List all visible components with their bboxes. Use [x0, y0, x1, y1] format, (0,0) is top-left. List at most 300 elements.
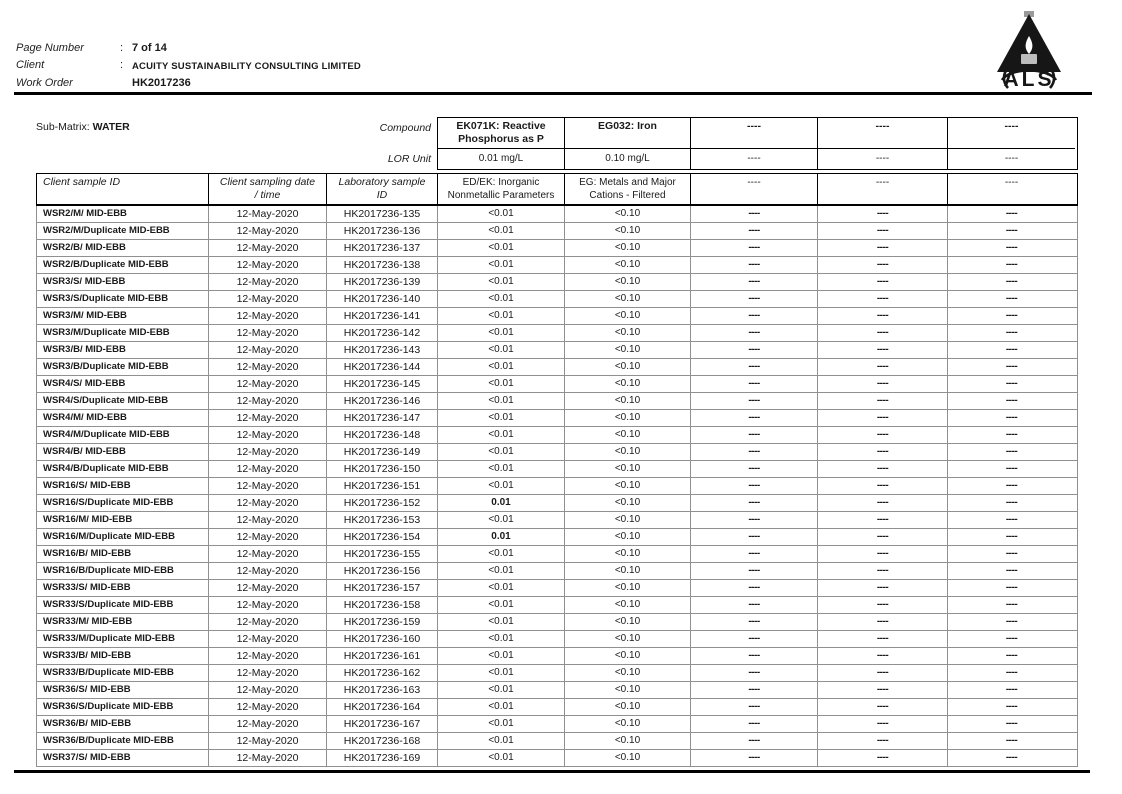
blank-value-cell: ---- — [691, 682, 818, 698]
blank-value-cell: ---- — [691, 580, 818, 596]
client-sample-id-cell: WSR16/M/Duplicate MID-EBB — [37, 529, 209, 545]
client-sample-id-cell: WSR3/S/Duplicate MID-EBB — [37, 291, 209, 307]
sampling-date-cell: 12-May-2020 — [209, 529, 327, 545]
phosphorus-value-cell: <0.01 — [438, 563, 565, 579]
client-sample-id-cell: WSR36/B/Duplicate MID-EBB — [37, 733, 209, 749]
sampling-date-cell: 12-May-2020 — [209, 495, 327, 511]
blank-value-cell: ---- — [818, 291, 948, 307]
lor-iron: 0.10 mg/L — [565, 149, 691, 169]
blank-value-cell: ---- — [691, 665, 818, 681]
blank-value-cell: ---- — [1005, 684, 1018, 695]
sampling-date-cell: 12-May-2020 — [209, 359, 327, 375]
blank-value-cell: ---- — [691, 597, 818, 613]
blank-value-cell: ---- — [818, 614, 948, 630]
phosphorus-value-cell: <0.01 — [438, 410, 565, 426]
iron-value-cell: <0.10 — [565, 308, 691, 324]
phosphorus-value-cell: 0.01 — [438, 529, 565, 545]
lab-sample-id-cell: HK2017236-155 — [327, 546, 438, 562]
lab-sample-id-cell: HK2017236-169 — [327, 750, 438, 766]
lab-sample-id-cell: HK2017236-148 — [327, 427, 438, 443]
table-row — [37, 665, 1077, 682]
compound-label: Compound — [379, 122, 431, 134]
lab-sample-id-cell: HK2017236-152 — [327, 495, 438, 511]
table-row — [37, 393, 1077, 410]
blank-value-cell: ---- — [691, 206, 818, 222]
client-sample-id-cell: WSR4/S/Duplicate MID-EBB — [37, 393, 209, 409]
blank-value-cell: ---- — [818, 495, 948, 511]
table-row — [37, 342, 1077, 359]
table-row — [37, 512, 1077, 529]
blank-value-cell: ---- — [818, 410, 948, 426]
lab-sample-id-cell: HK2017236-150 — [327, 461, 438, 477]
lab-sample-id-cell: HK2017236-136 — [327, 223, 438, 239]
phosphorus-value-cell: <0.01 — [438, 291, 565, 307]
sampling-date-header — [209, 174, 327, 204]
blank-value-cell: ---- — [818, 665, 948, 681]
blank-value-cell: ---- — [691, 648, 818, 664]
phosphorus-value-cell: <0.01 — [438, 240, 565, 256]
blank-value-cell: ---- — [818, 240, 948, 256]
client-sample-id-cell: WSR33/S/Duplicate MID-EBB — [37, 597, 209, 613]
client-sample-id-cell: WSR2/B/ MID-EBB — [37, 240, 209, 256]
blank-value-cell: ---- — [1005, 327, 1018, 338]
lab-sample-id-cell: HK2017236-141 — [327, 308, 438, 324]
blank-value-cell: ---- — [1005, 650, 1018, 661]
blank-value-cell: ---- — [818, 257, 948, 273]
iron-value-cell: <0.10 — [565, 716, 691, 732]
blank-value-cell: ---- — [818, 512, 948, 528]
blank-value-cell: ---- — [1005, 276, 1018, 287]
iron-value-cell: <0.10 — [565, 614, 691, 630]
lab-sample-id-cell: HK2017236-144 — [327, 359, 438, 375]
blank-value-cell: ---- — [818, 342, 948, 358]
blank-value-cell: ---- — [1005, 480, 1018, 491]
iron-value-cell: <0.10 — [565, 512, 691, 528]
sampling-date-cell: 12-May-2020 — [209, 376, 327, 392]
work-order-label: Work Order — [16, 77, 73, 89]
phosphorus-value-cell: <0.01 — [438, 308, 565, 324]
blank-value-cell: ---- — [818, 733, 948, 749]
table-row — [37, 291, 1077, 308]
sampling-date-cell: 12-May-2020 — [209, 223, 327, 239]
client-row — [16, 57, 361, 76]
client-sample-id-cell: WSR16/B/Duplicate MID-EBB — [37, 563, 209, 579]
client-sample-id-cell: WSR2/M/Duplicate MID-EBB — [37, 223, 209, 239]
phosphorus-value-cell: <0.01 — [438, 546, 565, 562]
blank-value-cell: ---- — [818, 750, 948, 766]
blank-value-cell: ---- — [818, 461, 948, 477]
table-row — [37, 223, 1077, 240]
sampling-date-cell: 12-May-2020 — [209, 750, 327, 766]
blank-value-cell: ---- — [818, 206, 948, 222]
blank-value-cell: ---- — [691, 427, 818, 443]
blank-value-cell: ---- — [691, 563, 818, 579]
method-group-iron: EG: Metals and Major Cations - Filtered — [565, 174, 691, 204]
table-row — [37, 716, 1077, 733]
lab-sample-id-cell: HK2017236-163 — [327, 682, 438, 698]
work-order-row — [16, 75, 361, 92]
table-row — [37, 614, 1077, 631]
blank-value-cell: ---- — [1005, 616, 1018, 627]
iron-value-cell: <0.10 — [565, 733, 691, 749]
blank-value-cell: ---- — [1005, 582, 1018, 593]
lab-sample-id-cell: HK2017236-167 — [327, 716, 438, 732]
client-sample-id-cell: WSR37/S/ MID-EBB — [37, 750, 209, 766]
lab-sample-id-cell: HK2017236-135 — [327, 206, 438, 222]
colon: : — [120, 58, 124, 71]
blank-value-cell: ---- — [1005, 310, 1018, 321]
lab-sample-id-cell: HK2017236-160 — [327, 631, 438, 647]
table-body — [36, 206, 1078, 767]
blank-value-cell: ---- — [1005, 412, 1018, 423]
client-sample-id-cell: WSR33/B/ MID-EBB — [37, 648, 209, 664]
table-row — [37, 631, 1077, 648]
blank-value-cell: ---- — [691, 478, 818, 494]
sub-matrix-label: Sub-Matrix: — [36, 121, 90, 133]
iron-value-cell: <0.10 — [565, 427, 691, 443]
lab-sample-id-cell: HK2017236-161 — [327, 648, 438, 664]
blank-value-cell: ---- — [691, 359, 818, 375]
client-sample-id-cell: WSR3/S/ MID-EBB — [37, 274, 209, 290]
table-row — [37, 682, 1077, 699]
table-row — [37, 461, 1077, 478]
table-row — [37, 444, 1077, 461]
column-header-iron: EG032: Iron — [565, 118, 691, 149]
lor-unit-row — [438, 149, 1077, 169]
iron-value-cell: <0.10 — [565, 240, 691, 256]
sampling-date-header-line1: Client sampling date — [219, 176, 316, 188]
client-sample-id-cell: WSR33/S/ MID-EBB — [37, 580, 209, 596]
iron-value-cell: <0.10 — [565, 597, 691, 613]
blank-value-cell: ---- — [818, 699, 948, 715]
lor-blank-1: ---- — [691, 149, 818, 169]
blank-value-cell: ---- — [1005, 361, 1018, 372]
method-header-band — [36, 173, 1078, 205]
blank-value-cell: ---- — [818, 563, 948, 579]
client-sample-id-header-line1: Client sample ID — [43, 176, 121, 188]
table-row — [37, 597, 1077, 614]
blank-value-cell: ---- — [691, 529, 818, 545]
client-sample-id-cell: WSR4/S/ MID-EBB — [37, 376, 209, 392]
blank-value-cell: ---- — [691, 274, 818, 290]
blank-value-cell: ---- — [1005, 429, 1018, 440]
method-group-blank-1: ---- — [691, 174, 818, 204]
lab-sample-id-cell: HK2017236-159 — [327, 614, 438, 630]
blank-value-cell: ---- — [691, 291, 818, 307]
method-group-blank-2: ---- — [818, 174, 948, 204]
iron-value-cell: <0.10 — [565, 359, 691, 375]
table-row — [37, 206, 1077, 223]
als-logo-graphic — [988, 10, 1070, 90]
lab-sample-id-cell: HK2017236-151 — [327, 478, 438, 494]
lab-sample-id-cell: HK2017236-142 — [327, 325, 438, 341]
phosphorus-value-cell: <0.01 — [438, 461, 565, 477]
blank-value-cell: ---- — [818, 716, 948, 732]
iron-value-cell: <0.10 — [565, 682, 691, 698]
lab-sample-id-cell: HK2017236-143 — [327, 342, 438, 358]
iron-value-cell: <0.10 — [565, 223, 691, 239]
lab-sample-id-cell: HK2017236-146 — [327, 393, 438, 409]
phosphorus-value-cell: <0.01 — [438, 648, 565, 664]
client-sample-id-cell: WSR4/M/Duplicate MID-EBB — [37, 427, 209, 443]
blank-value-cell: ---- — [691, 444, 818, 460]
sampling-date-cell: 12-May-2020 — [209, 682, 327, 698]
sampling-date-cell: 12-May-2020 — [209, 631, 327, 647]
blank-value-cell: ---- — [691, 240, 818, 256]
sampling-date-cell: 12-May-2020 — [209, 597, 327, 613]
colon: : — [120, 42, 124, 54]
client-sample-id-header — [37, 174, 209, 204]
blank-value-cell: ---- — [691, 631, 818, 647]
sampling-date-cell: 12-May-2020 — [209, 648, 327, 664]
lab-sample-id-cell: HK2017236-158 — [327, 597, 438, 613]
sampling-date-cell: 12-May-2020 — [209, 240, 327, 256]
phosphorus-value-cell: <0.01 — [438, 716, 565, 732]
blank-value-cell: ---- — [1005, 565, 1018, 576]
als-logo-text: ALS — [1003, 68, 1055, 90]
page-number-row — [16, 40, 361, 57]
phosphorus-value-cell: <0.01 — [438, 274, 565, 290]
lab-sample-id-header-line1: Laboratory sample — [338, 176, 426, 188]
sampling-date-cell: 12-May-2020 — [209, 410, 327, 426]
client-sample-id-cell: WSR4/M/ MID-EBB — [37, 410, 209, 426]
phosphorus-value-cell: <0.01 — [438, 580, 565, 596]
table-row — [37, 580, 1077, 597]
sampling-date-cell: 12-May-2020 — [209, 478, 327, 494]
blank-value-cell: ---- — [818, 376, 948, 392]
blank-value-cell: ---- — [1005, 293, 1018, 304]
blank-value-cell: ---- — [1005, 378, 1018, 389]
blank-value-cell: ---- — [1005, 344, 1018, 355]
blank-value-cell: ---- — [691, 614, 818, 630]
iron-value-cell: <0.10 — [565, 665, 691, 681]
compound-header-grid — [437, 117, 1078, 170]
phosphorus-value-cell: <0.01 — [438, 682, 565, 698]
table-row — [37, 308, 1077, 325]
blank-value-cell: ---- — [1005, 752, 1018, 763]
blank-value-cell: ---- — [691, 342, 818, 358]
table-row — [37, 325, 1077, 342]
iron-value-cell: <0.10 — [565, 257, 691, 273]
lab-sample-id-cell: HK2017236-147 — [327, 410, 438, 426]
blank-value-cell: ---- — [818, 274, 948, 290]
sampling-date-cell: 12-May-2020 — [209, 546, 327, 562]
sampling-date-cell: 12-May-2020 — [209, 257, 327, 273]
client-sample-id-cell: WSR16/B/ MID-EBB — [37, 546, 209, 562]
blank-value-cell: ---- — [691, 410, 818, 426]
lor-unit-label: LOR Unit — [387, 153, 431, 165]
table-row — [37, 257, 1077, 274]
client-sample-id-cell: WSR3/B/Duplicate MID-EBB — [37, 359, 209, 375]
blank-value-cell: ---- — [818, 546, 948, 562]
column-header-blank-1: ---- — [691, 118, 818, 149]
sampling-date-cell: 12-May-2020 — [209, 699, 327, 715]
sampling-date-cell: 12-May-2020 — [209, 665, 327, 681]
blank-value-cell: ---- — [1005, 463, 1018, 474]
iron-value-cell: <0.10 — [565, 699, 691, 715]
lab-sample-id-cell: HK2017236-153 — [327, 512, 438, 528]
sampling-date-cell: 12-May-2020 — [209, 291, 327, 307]
blank-value-cell: ---- — [1005, 701, 1018, 712]
blank-value-cell: ---- — [691, 223, 818, 239]
iron-value-cell: <0.10 — [565, 274, 691, 290]
table-row — [37, 733, 1077, 750]
client-sample-id-cell: WSR2/B/Duplicate MID-EBB — [37, 257, 209, 273]
lab-sample-id-header-line2: ID — [376, 189, 388, 201]
lab-sample-id-cell: HK2017236-149 — [327, 444, 438, 460]
blank-value-cell: ---- — [1005, 446, 1018, 457]
blank-value-cell: ---- — [1005, 667, 1018, 678]
blank-value-cell: ---- — [1005, 735, 1018, 746]
iron-value-cell: <0.10 — [565, 529, 691, 545]
client-label: Client — [16, 58, 45, 71]
blank-value-cell: ---- — [818, 444, 948, 460]
blank-value-cell: ---- — [691, 733, 818, 749]
lab-sample-id-cell: HK2017236-145 — [327, 376, 438, 392]
blank-value-cell: ---- — [691, 376, 818, 392]
table-row — [37, 240, 1077, 257]
sampling-date-cell: 12-May-2020 — [209, 427, 327, 443]
phosphorus-value-cell: <0.01 — [438, 325, 565, 341]
table-row — [37, 563, 1077, 580]
blank-value-cell: ---- — [691, 308, 818, 324]
lab-sample-id-cell: HK2017236-138 — [327, 257, 438, 273]
iron-value-cell: <0.10 — [565, 461, 691, 477]
document-header — [16, 40, 361, 92]
client-sample-id-cell: WSR4/B/Duplicate MID-EBB — [37, 461, 209, 477]
lab-sample-id-cell: HK2017236-168 — [327, 733, 438, 749]
blank-value-cell: ---- — [818, 478, 948, 494]
phosphorus-value-cell: <0.01 — [438, 597, 565, 613]
column-header-blank-3: ---- — [948, 118, 1075, 149]
lab-sample-id-header — [327, 174, 438, 204]
phosphorus-value-cell: <0.01 — [438, 393, 565, 409]
lor-blank-2: ---- — [818, 149, 948, 169]
client-sample-id-cell: WSR16/M/ MID-EBB — [37, 512, 209, 528]
client-sample-id-cell: WSR3/M/Duplicate MID-EBB — [37, 325, 209, 341]
phosphorus-value-cell: <0.01 — [438, 512, 565, 528]
lab-sample-id-cell: HK2017236-162 — [327, 665, 438, 681]
blank-value-cell: ---- — [1005, 531, 1018, 542]
blank-value-cell: ---- — [1005, 514, 1018, 525]
phosphorus-value-cell: <0.01 — [438, 257, 565, 273]
blank-value-cell: ---- — [691, 325, 818, 341]
phosphorus-value-cell: <0.01 — [438, 750, 565, 766]
blank-value-cell: ---- — [691, 512, 818, 528]
work-order-value: HK2017236 — [132, 77, 191, 89]
client-sample-id-cell: WSR36/S/ MID-EBB — [37, 682, 209, 698]
blank-value-cell: ---- — [1005, 718, 1018, 729]
iron-value-cell: <0.10 — [565, 478, 691, 494]
blank-value-cell: ---- — [691, 461, 818, 477]
iron-value-cell: <0.10 — [565, 206, 691, 222]
sampling-date-cell: 12-May-2020 — [209, 563, 327, 579]
table-row — [37, 546, 1077, 563]
table-row — [37, 274, 1077, 291]
blank-value-cell: ---- — [691, 495, 818, 511]
iron-value-cell: <0.10 — [565, 325, 691, 341]
iron-value-cell: <0.10 — [565, 393, 691, 409]
blank-value-cell: ---- — [691, 546, 818, 562]
blank-value-cell: ---- — [818, 682, 948, 698]
table-row — [37, 648, 1077, 665]
table-row — [37, 699, 1077, 716]
page-bottom-rule — [14, 770, 1090, 773]
iron-value-cell: <0.10 — [565, 410, 691, 426]
blank-value-cell: ---- — [691, 716, 818, 732]
header-divider-rule — [14, 92, 1092, 95]
phosphorus-value-cell: <0.01 — [438, 733, 565, 749]
sampling-date-cell: 12-May-2020 — [209, 580, 327, 596]
blank-value-cell: ---- — [818, 597, 948, 613]
blank-value-cell: ---- — [818, 308, 948, 324]
phosphorus-value-cell: <0.01 — [438, 427, 565, 443]
colon — [120, 75, 132, 92]
sampling-date-cell: 12-May-2020 — [209, 325, 327, 341]
sampling-date-cell: 12-May-2020 — [209, 206, 327, 222]
blank-value-cell: ---- — [818, 325, 948, 341]
iron-value-cell: <0.10 — [565, 495, 691, 511]
blank-value-cell: ---- — [691, 699, 818, 715]
client-sample-id-cell: WSR16/S/Duplicate MID-EBB — [37, 495, 209, 511]
sampling-date-cell: 12-May-2020 — [209, 512, 327, 528]
blank-value-cell: ---- — [691, 393, 818, 409]
phosphorus-value-cell: <0.01 — [438, 376, 565, 392]
table-row — [37, 376, 1077, 393]
blank-value-cell: ---- — [818, 631, 948, 647]
phosphorus-value-cell: <0.01 — [438, 631, 565, 647]
iron-value-cell: <0.10 — [565, 648, 691, 664]
phosphorus-value-cell: <0.01 — [438, 444, 565, 460]
blank-value-cell: ---- — [691, 257, 818, 273]
client-sample-id-cell: WSR33/M/ MID-EBB — [37, 614, 209, 630]
table-row — [37, 495, 1077, 512]
blank-value-cell: ---- — [818, 580, 948, 596]
lab-sample-id-cell: HK2017236-137 — [327, 240, 438, 256]
phosphorus-value-cell: <0.01 — [438, 478, 565, 494]
sampling-date-header-line2: / time — [254, 189, 281, 201]
table-row — [37, 410, 1077, 427]
blank-value-cell: ---- — [818, 427, 948, 443]
blank-value-cell: ---- — [1005, 259, 1018, 270]
client-sample-id-cell: WSR36/B/ MID-EBB — [37, 716, 209, 732]
phosphorus-value-cell: <0.01 — [438, 223, 565, 239]
sampling-date-cell: 12-May-2020 — [209, 393, 327, 409]
sampling-date-cell: 12-May-2020 — [209, 716, 327, 732]
table-row — [37, 529, 1077, 546]
lor-blank-3: ---- — [1004, 153, 1019, 164]
lab-sample-id-cell: HK2017236-157 — [327, 580, 438, 596]
table-row — [37, 478, 1077, 495]
iron-value-cell: <0.10 — [565, 563, 691, 579]
client-sample-id-cell: WSR33/M/Duplicate MID-EBB — [37, 631, 209, 647]
blank-value-cell: ---- — [1005, 599, 1018, 610]
als-logo — [988, 10, 1070, 95]
blank-value-cell: ---- — [1005, 242, 1018, 253]
iron-value-cell: <0.10 — [565, 444, 691, 460]
lab-sample-id-cell: HK2017236-156 — [327, 563, 438, 579]
sub-matrix — [36, 121, 130, 133]
blank-value-cell: ---- — [1005, 225, 1018, 236]
client-sample-id-cell: WSR4/B/ MID-EBB — [37, 444, 209, 460]
client-sample-id-cell: WSR2/M/ MID-EBB — [37, 206, 209, 222]
method-group-phosphorus: ED/EK: Inorganic Nonmetallic Parameters — [438, 174, 565, 204]
phosphorus-value-cell: <0.01 — [438, 359, 565, 375]
method-group-blank-3: ---- — [1004, 177, 1019, 188]
blank-value-cell: ---- — [818, 223, 948, 239]
sampling-date-cell: 12-May-2020 — [209, 444, 327, 460]
blank-value-cell: ---- — [1005, 497, 1018, 508]
